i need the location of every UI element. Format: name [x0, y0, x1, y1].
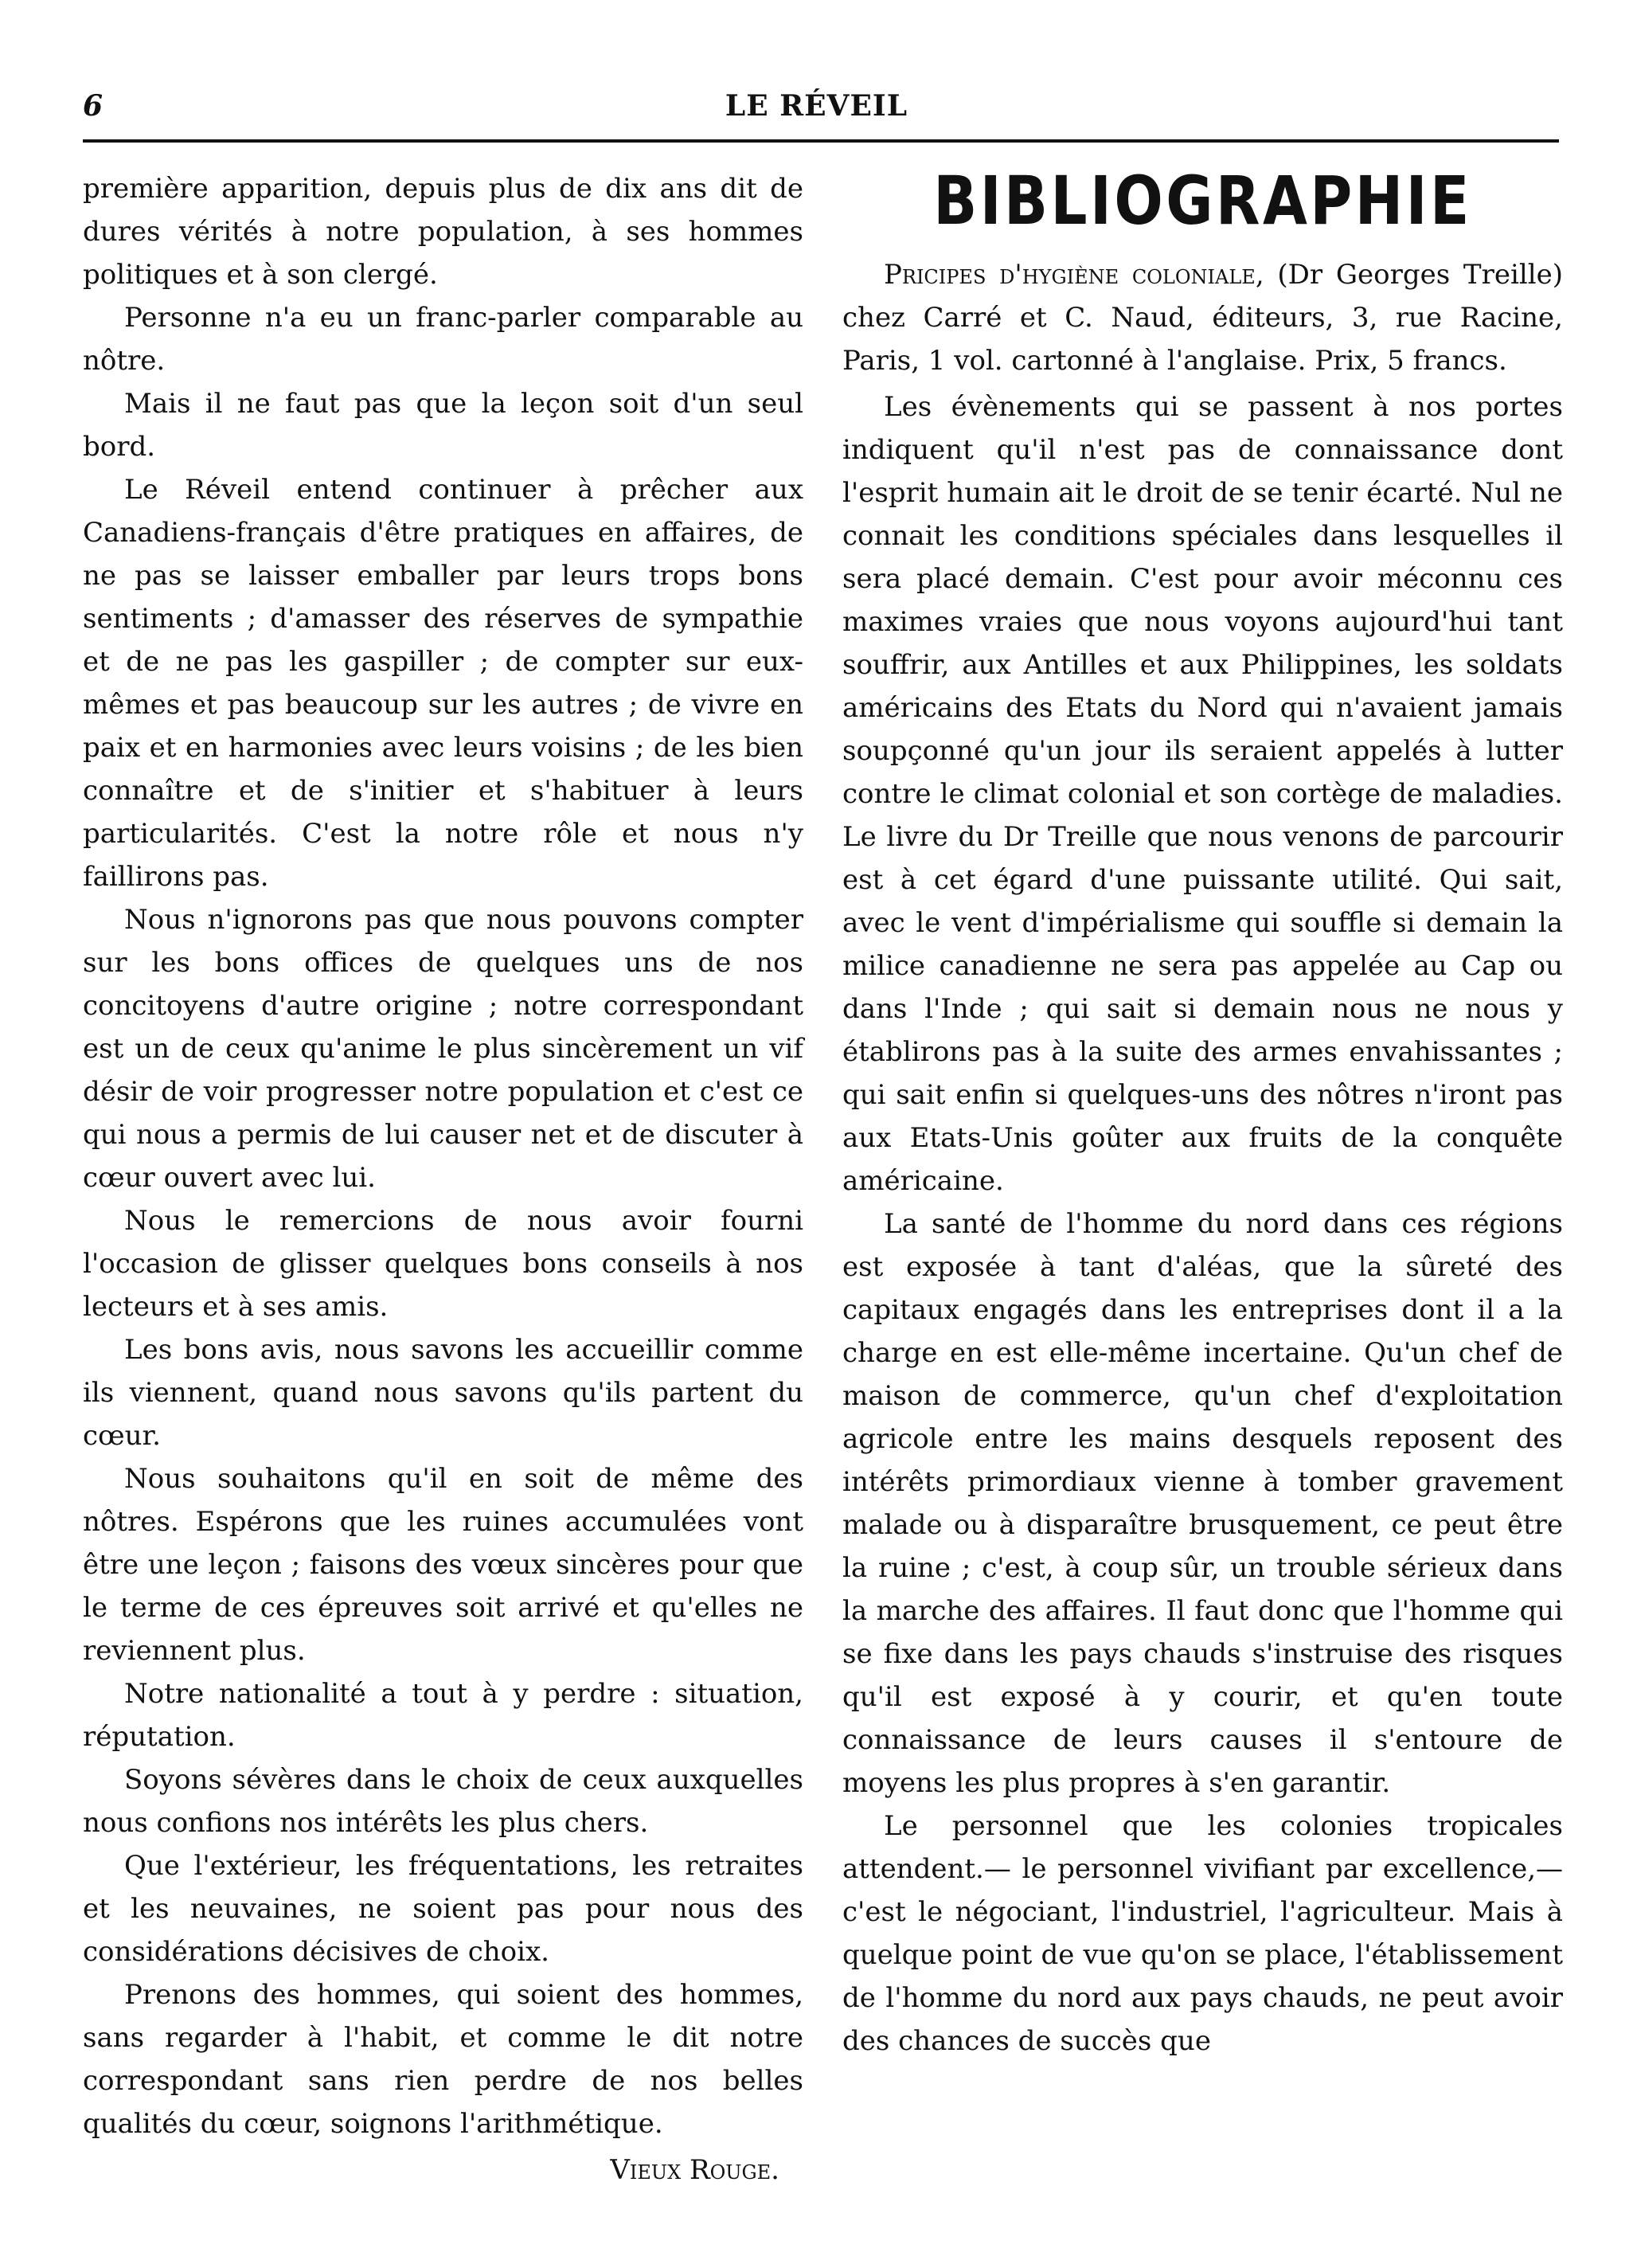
review-paragraph: Le personnel que les colonies tropicales attendent.— le personnel vivifiant par excellence,— c'est le négociant, l'industriel, l'agriculteur. Mais à quelque point de vue qu'on se place, l'établissement de l'homme du nord aux pays chauds, ne peut avoir des chances de succès que: [842, 1810, 1563, 2057]
bibliography-entry: [842, 253, 1563, 382]
right-column: [842, 162, 1563, 2063]
article-paragraph: Les bons avis, nous savons les accueillir comme ils viennent, quand nous savons qu'ils partent du cœur.: [83, 1334, 803, 1452]
article-paragraph: Nous souhaitons qu'il en soit de même des nôtres. Espérons que les ruines accumulées vont être une leçon ; faisons des vœux sincères pour que le terme de ces épreuves soit arrivé et qu'elles ne reviennent plus.: [83, 1463, 803, 1667]
article-paragraph: Nous le remercions de nous avoir fourni l'occasion de glisser quelques bons conseils à nos lecteurs et à ses amis.: [83, 1205, 803, 1323]
article-paragraph: première apparition, depuis plus de dix ans dit de dures vérités à notre population, à ses hommes politiques et à son clergé.: [83, 173, 803, 291]
article-paragraph: Nous n'ignorons pas que nous pouvons compter sur les bons offices de quelques uns de nos concitoyens d'autre origine ; notre correspondant est un de ceux qu'anime le plus sincèrement un vif désir de voir progresser notre population et c'est ce qui nous a permis de lui causer net et de discuter à cœur ouvert avec lui.: [83, 904, 803, 1194]
page-number: 6: [83, 89, 104, 123]
section-title: BIBLIOGRAPHIE: [933, 162, 1472, 240]
book-details: (Dr Georges Treille) chez Carré et C. Naud, éditeurs, 3, rue Racine, Paris, 1 vol. cartonné à l'anglaise. Prix, 5 francs.: [842, 259, 1563, 377]
review-paragraph: La santé de l'homme du nord dans ces régions est exposée à tant d'aléas, que la sûreté des capitaux engagés dans les entreprises dont il a la charge en est elle-même incertaine. Qu'un chef de maison de commerce, qu'un chef d'exploitation agricole entre les mains desquels reposent des intérêts primordiaux vienne à tomber gravement malade ou à disparaître brusquement, ce peut être la ruine ; c'est, à coup sûr, un trouble sérieux dans la marche des affaires. Il faut donc que l'homme qui se fixe dans les pays chauds s'instruise des risques qu'il est exposé à y courir, et qu'en toute connaissance de leurs causes il s'entoure de moyens les plus propres à s'en garantir.: [842, 1208, 1563, 1799]
header-rule: [83, 139, 1559, 143]
article-paragraph: Le Réveil entend continuer à prêcher aux Canadiens-français d'être pratiques en affaires, de ne pas se laisser emballer par leurs trops bons sentiments ; d'amasser des réserves de sympathie et de ne pas les gaspiller ; de compter sur eux-mêmes et pas beaucoup sur les autres ; de vivre en paix et en harmonies avec leurs voisins ; de les bien connaître et de s'initier et s'habituer à leurs particularités. C'est la notre rôle et nous n'y faillirons pas.: [83, 474, 803, 893]
article-paragraph: Soyons sévères dans le choix de ceux auxquelles nous confions nos intérêts les plus chers.: [83, 1764, 803, 1839]
article-signature: Vieux Rouge.: [610, 2154, 779, 2186]
running-head: LE RÉVEIL: [725, 89, 908, 123]
left-column: [83, 167, 803, 2192]
article-paragraph: Notre nationalité a tout à y perdre : situation, réputation.: [83, 1678, 803, 1753]
article-paragraph: Prenons des hommes, qui soient des hommes, sans regarder à l'habit, et comme le dit notre correspondant sans rien perdre de nos belles qualités du cœur, soignons l'arithmétique.: [83, 1979, 803, 2140]
article-paragraph: Mais il ne faut pas que la leçon soit d'un seul bord.: [83, 388, 803, 463]
review-paragraph: Les évènements qui se passent à nos portes indiquent qu'il n'est pas de connaissance dont l'esprit humain ait le droit de se tenir écarté. Nul ne connait les conditions spéciales dans lesquelles il sera placé demain. C'est pour avoir méconnu ces maximes vraies que nous voyons aujourd'hui tant souffrir, aux Antilles et aux Philippines, les soldats américains des Etats du Nord qui n'avaient jamais soupçonné qu'un jour ils seraient appelés à lutter contre le climat colonial et son cortège de maladies. Le livre du Dr Treille que nous venons de parcourir est à cet égard d'une puissante utilité. Qui sait, avec le vent d'impérialisme qui souffle si demain la milice canadienne ne sera pas appelée au Cap ou dans l'Inde ; qui sait si demain nous ne nous y établirons pas à la suite des armes envahissantes ; qui sait enfin si quelques-uns des nôtres n'iront pas aux Etats-Unis goûter aux fruits de la conquête américaine.: [842, 391, 1563, 1197]
book-title: Pricipes d'hygiène coloniale,: [884, 259, 1264, 291]
article-paragraph: Personne n'a eu un franc-parler comparable au nôtre.: [83, 302, 803, 377]
article-paragraph: Que l'extérieur, les fréquentations, les retraites et les neuvaines, ne soient pas pour nous des considérations décisives de choix.: [83, 1850, 803, 1968]
